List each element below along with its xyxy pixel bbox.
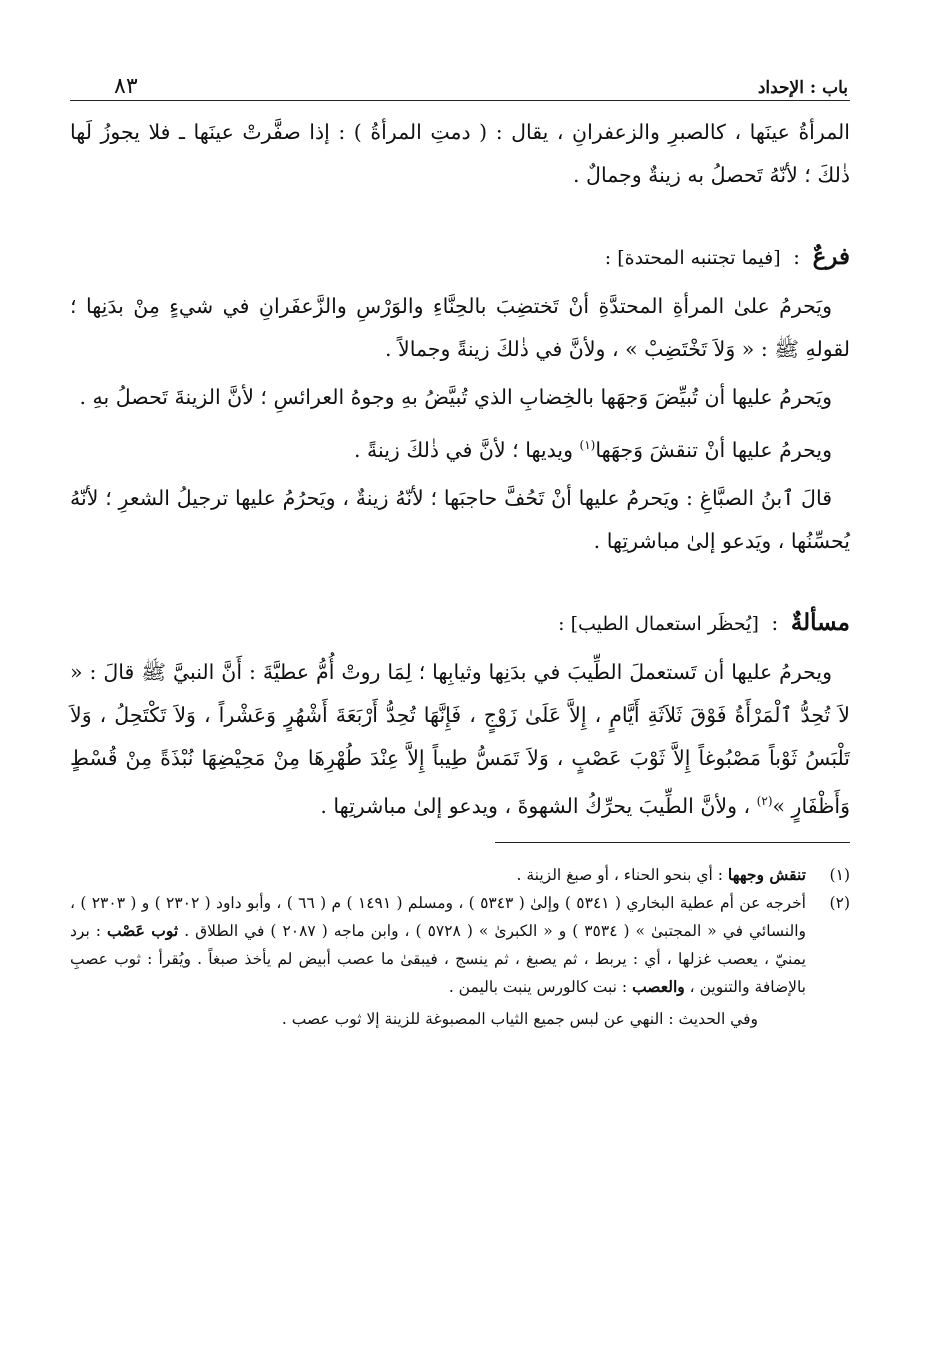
section-heading-masala: مسألةٌ : [يُحظَر استعمال الطيب] :	[558, 608, 850, 636]
page-number: ٨٣	[114, 74, 138, 99]
footnote-2	[70, 889, 850, 1001]
section-heading-far: فرعٌ : [فيما تجتنبه المحتدة] :	[604, 243, 850, 270]
book-page	[70, 72, 850, 1302]
heading-label: فرعٌ	[812, 243, 850, 270]
paragraph: ويَحرمُ عليها أن تُبيِّضَ وَجهَها بالخِضابِ الذي تُبيَّضُ بهِ وجوهُ العرائسِ ؛ لأنَّ الزينةَ تَحصلُ بهِ .	[79, 385, 832, 409]
paragraph-text: ويديها ؛ لأنَّ في ذٰلكَ زينةً .	[354, 437, 580, 462]
footnote-gloss: : نبت كالورس ينبت باليمن .	[448, 977, 633, 996]
footnote-term: تنقش وجهها	[727, 864, 806, 884]
chapter-title: باب : الإحداد	[757, 78, 848, 98]
paragraph: قالَ ٱبنُ الصبَّاغِ : ويَحرمُ عليها أنْ تَحُفَّ حاجبَها ؛ لأنّهُ زينةٌ ، ويَحرُمُ عليها ترجيلُ الشعرِ ؛ لأنّهُ يُحسِّنُها ، ويَدعو إلىٰ مباشرتِها .	[70, 485, 850, 553]
footnote-appendix: وفي الحديث : النهي عن لبس جميع الثياب المصبوغة للزينة إلا ثوب عصب .	[281, 1009, 758, 1028]
heading-topic: [فيما تجتنبه المحتدة] :	[604, 247, 781, 269]
footnotes	[70, 861, 850, 1033]
footnote-gloss: : أي بنحو الحناء ، أو صبغ الزينة .	[516, 865, 728, 884]
footnote-1	[70, 861, 850, 889]
footnote-ref[interactable]: (٢)	[756, 793, 773, 808]
section-gap	[70, 197, 850, 235]
paragraph: ويَحرمُ علىٰ المرأةِ المحتدَّةِ أنْ تَختضِبَ بالحِنَّاءِ والوَرْسِ والزَّعفَرانِ في شيءٍ مِنْ بدَنِها ؛ لقولهِ ﷺ : « وَلاَ تَخْتَضِبْ » ، ولأنَّ في ذٰلكَ زينةً وجمالاً .	[70, 294, 850, 361]
footnote-text	[70, 861, 806, 889]
paragraph-text: ، ولأنَّ الطِّيبَ يحرِّكُ الشهوةَ ، ويدعو إلىٰ مباشرتِها .	[320, 793, 757, 818]
paragraph	[70, 651, 850, 828]
paragraph	[70, 424, 850, 472]
footnote-ref[interactable]: (١)	[579, 438, 596, 452]
paragraph-text: ويحرمُ عليها أن تَستعملَ الطِّيبَ في بدَنِها وثيابِها ؛ لِمَا روتْ أُمُّ عطيَّةَ : أَنَّ النبيَّ ﷺ قالَ : « لاَ تُحِدُّ ٱلْمَرْأَةُ فَوْقَ ثَلاَثَةِ أَيَّامٍ ، إِلاَّ عَلَىٰ زَوْجٍ ، فَإِنَّهَا تُحِدُّ أَرْبَعَةَ أَشْهُرٍ وَعَشْراً ، وَلاَ تَكْتَحِلُ ، وَلاَ تَلْبَسُ ثَوْباً مَصْبُوغاً إِلاَّ ثَوْبَ عَصْبٍ ، وَلاَ تَمَسُّ طِيباً إِلاَّ عِنْدَ طُهْرِهَا مِنْ مَحِيْضِهَا نُبْذَةً مِنْ قُسْطٍ وَأَظْفَارٍ »	[70, 659, 850, 818]
running-header	[70, 72, 850, 101]
heading-label: مسألةٌ	[790, 608, 850, 636]
footnote-number: (٢)	[829, 893, 850, 912]
main-text	[70, 111, 850, 828]
footnote-gloss: : برد يمنيّ ، يعصب غزلها ، أي : يربط ، ثم يصبغ ، ثم ينسج ، فيبقىٰ ما عصب أبيض لم يأخذ صبغاً . ويُقرأ : ثوب عصبِ بالإضافة والتنوين ،	[70, 921, 806, 996]
intro-paragraph: المرأةُ عينَها ، كالصبرِ والزعفرانِ ، يقال : ( دمتِ المرأةُ ) : إذا صفَّرتْ عينَها ـ فلا يجوزُ لَها ذٰلكَ ؛ لأنّهُ تَحصلُ به زينةٌ وجمالٌ .	[70, 120, 850, 187]
heading-topic: [يُحظَر استعمال الطيب] :	[558, 612, 759, 635]
footnote-term: ثوب عَصْب	[106, 920, 179, 940]
footnote-term: والعصب	[632, 976, 685, 996]
section-gap	[70, 563, 850, 601]
footnote-text	[70, 889, 806, 1001]
footnote-divider	[495, 842, 850, 843]
footnote-number: (١)	[829, 865, 850, 884]
footnote-citation: أخرجه عن أم عطية البخاري ( ٥٣٤١ ) وإلىٰ ( ٥٣٤٣ ) ، ومسلم ( ١٤٩١ ) م ( ٦٦ ) ، وأبو داود ( ٢٣٠٢ ) و ( ٢٣٠٣ ) ، والنسائي في « المجتبىٰ » ( ٣٥٣٤ ) و « الكبرىٰ » ( ٥٧٢٨ ) ، وابن ماجه ( ٢٠٨٧ ) في الطلاق .	[70, 893, 806, 940]
paragraph-text: ويحرمُ عليها أنْ تنقشَ وَجهَها	[595, 437, 832, 462]
